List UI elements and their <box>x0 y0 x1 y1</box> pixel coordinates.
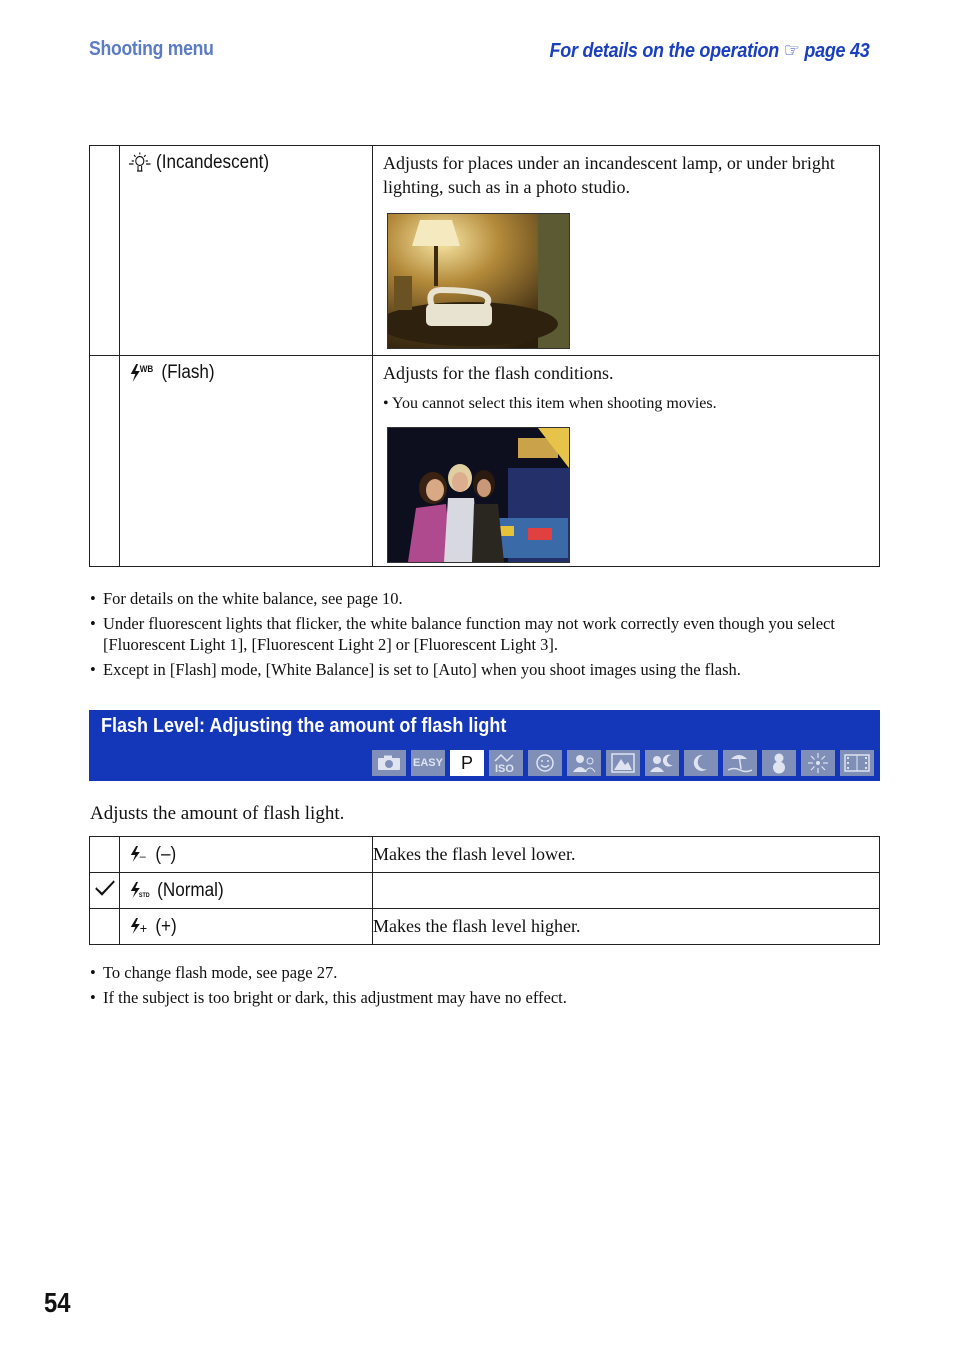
list-item: • Except in [Flash] mode, [White Balance] is set to [Auto] when you shoot images using the flash. <box>90 660 741 679</box>
flash-plus-symbol: + <box>139 919 148 935</box>
white-balance-notes <box>89 588 889 684</box>
selection-cell <box>90 873 120 909</box>
list-item: • Under fluorescent lights that flicker, the white balance function may not work correctly even though you select [Fluorescent Light 1], [Fluorescent Light 2] or [Fluorescent Light 3]. <box>89 613 889 655</box>
list-item: • For details on the white balance, see page 10. <box>90 589 403 608</box>
soft-snap-icon <box>567 750 601 776</box>
setting-label: (–) <box>155 843 177 865</box>
setting-cell <box>120 837 373 873</box>
setting-label: (Incandescent) <box>156 152 270 173</box>
note-text: For details on the white balance, see page 10. <box>103 589 403 608</box>
setting-description: Makes the flash level higher. <box>373 909 880 945</box>
flash-level-banner <box>89 710 880 781</box>
operation-reference[interactable] <box>550 38 870 63</box>
fireworks-icon <box>801 750 835 776</box>
setting-description: Makes the flash level lower. <box>373 837 880 873</box>
selection-cell <box>90 909 120 945</box>
note-text: If the subject is too bright or dark, this adjustment may have no effect. <box>103 988 567 1007</box>
smile-icon <box>528 750 562 776</box>
setting-note-text: You cannot select this item when shooting movies. <box>392 395 717 412</box>
flash-level-notes <box>89 962 889 1012</box>
program-icon: P <box>450 750 484 776</box>
flash-std-symbol: STD <box>138 892 150 899</box>
table-row <box>90 356 880 567</box>
setting-cell <box>120 909 373 945</box>
setting-cell <box>120 356 373 567</box>
note-text: To change flash mode, see page 27. <box>103 963 338 982</box>
page-ref-link[interactable]: page 43 <box>804 40 870 62</box>
white-balance-table <box>89 145 880 567</box>
flash-sample-photo <box>387 427 570 563</box>
flash-wb-icon <box>129 363 156 383</box>
table-row <box>90 873 880 909</box>
easy-icon: EASY <box>411 750 445 776</box>
high-sensitivity-icon <box>489 750 523 776</box>
pointing-hand-icon: ☞ <box>784 40 801 62</box>
banner-title: Flash Level: Adjusting the amount of flash light <box>101 715 507 737</box>
checkmark-icon <box>94 879 116 897</box>
flash-level-table <box>89 836 880 945</box>
table-row <box>90 837 880 873</box>
setting-description: Adjusts for places under an incandescent lamp, or under bright lighting, such as in a photo studio. <box>383 153 835 197</box>
flash-minus-symbol: – <box>139 850 146 863</box>
table-row <box>90 146 880 356</box>
mode-icon-strip <box>372 750 874 776</box>
beach-icon <box>723 750 757 776</box>
setting-description <box>373 873 880 909</box>
selection-cell <box>90 837 120 873</box>
page-number: 54 <box>44 1287 71 1318</box>
camera-auto-icon <box>372 750 406 776</box>
landscape-icon <box>606 750 640 776</box>
flash-standard-icon <box>129 881 152 899</box>
selection-cell <box>90 356 120 567</box>
selection-cell <box>90 146 120 356</box>
setting-label: (Normal) <box>157 879 224 901</box>
svg-text:WB: WB <box>139 363 154 375</box>
list-item: • To change flash mode, see page 27. <box>90 963 338 982</box>
note-text: Under fluorescent lights that flicker, the white balance function may not work correctly even though you select [Fluorescent Light 1], [Fluorescent Light 2] or [Fluorescent Light 3]. <box>103 614 835 654</box>
iso-label: ISO <box>495 763 514 773</box>
incandescent-icon <box>129 152 151 174</box>
flash-level-intro: Adjusts the amount of flash light. <box>90 803 345 824</box>
section-title: Shooting menu <box>89 38 214 60</box>
setting-note: • You cannot select this item when shooting movies. <box>383 395 717 412</box>
list-item: • If the subject is too bright or dark, this adjustment may have no effect. <box>90 988 567 1007</box>
flash-minus-icon <box>129 845 151 863</box>
twilight-icon <box>684 750 718 776</box>
setting-label: (Flash) <box>161 362 215 383</box>
note-text: Except in [Flash] mode, [White Balance] is set to [Auto] when you shoot images using the flash. <box>103 660 741 679</box>
incandescent-sample-photo <box>387 213 570 349</box>
setting-cell <box>120 873 373 909</box>
movie-icon <box>840 750 874 776</box>
setting-description: Adjusts for the flash conditions. <box>383 363 614 383</box>
snow-icon <box>762 750 796 776</box>
description-cell <box>373 356 880 567</box>
setting-cell <box>120 146 373 356</box>
flash-plus-icon <box>129 917 151 935</box>
setting-label: (+) <box>155 915 177 937</box>
description-cell <box>373 146 880 356</box>
table-row <box>90 909 880 945</box>
operation-ref-text: For details on the operation <box>550 40 780 62</box>
twilight-portrait-icon <box>645 750 679 776</box>
